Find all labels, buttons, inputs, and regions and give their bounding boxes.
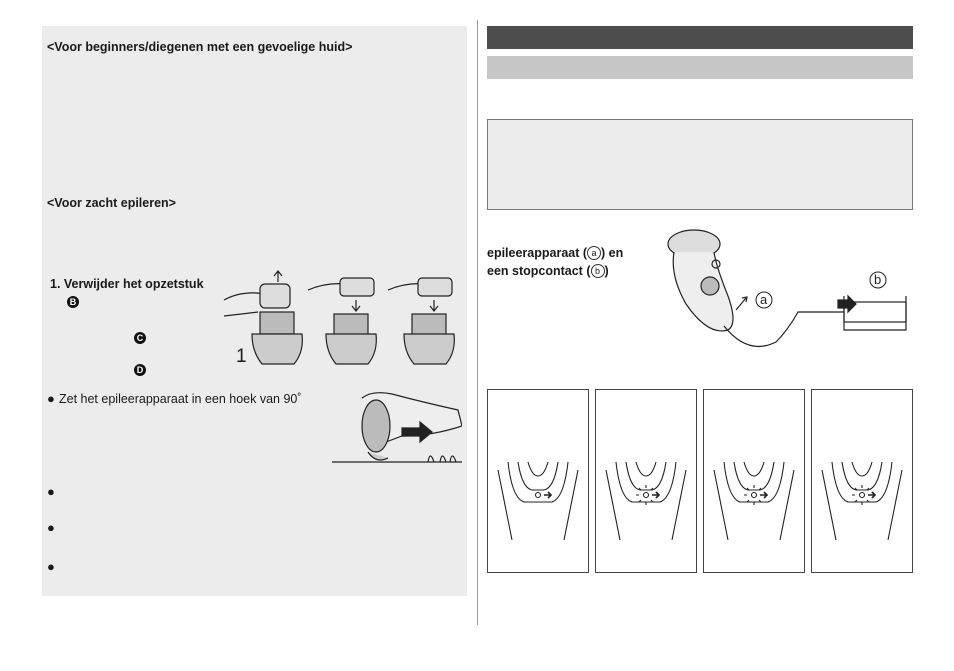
- charge-indicator-light-off: [488, 390, 588, 572]
- bullet-icon: ●: [47, 484, 55, 499]
- illustration-label-a: a: [760, 292, 768, 307]
- section-header-bar: [487, 26, 913, 49]
- bullet-icon: ●: [47, 520, 55, 535]
- marker-c-icon: C: [134, 332, 146, 344]
- charge-indicator-light-blinking: [704, 390, 804, 572]
- charge-indicator-light-blinking: [812, 390, 912, 572]
- remove-attachment-illustration: [222, 268, 466, 372]
- angle-90-illustration: [332, 386, 462, 470]
- figure-number: 1: [236, 346, 247, 367]
- heading-gentle-epilation: <Voor zacht epileren>: [47, 196, 176, 210]
- column-divider: [477, 20, 478, 625]
- connect-line-1-start: epileerapparaat (: [487, 246, 588, 260]
- connect-instruction: [487, 244, 623, 280]
- device-plug-illustration: [658, 226, 914, 356]
- charge-indicator-frame-3: [703, 389, 805, 573]
- charge-indicator-frame-2: [595, 389, 697, 573]
- charge-indicator-frame-1: [487, 389, 589, 573]
- connect-line-1-end: ) en: [601, 246, 624, 260]
- charge-indicator-frame-4: [811, 389, 913, 573]
- bullet-icon: ●: [47, 391, 55, 406]
- heading-beginners: <Voor beginners/diegenen met een gevoelige huid>: [47, 40, 353, 54]
- charge-indicator-light-blinking: [596, 390, 696, 572]
- marker-b-icon: B: [67, 296, 79, 308]
- illustration-label-b: b: [874, 272, 882, 287]
- subsection-header-bar: [487, 56, 913, 79]
- label-b-icon: b: [591, 264, 605, 278]
- angle-note: Zet het epileerapparaat in een hoek van 90˚: [59, 392, 302, 406]
- step-1-title: 1. Verwijder het opzetstuk: [50, 277, 204, 291]
- connect-line-2-start: een stopcontact (: [487, 264, 591, 278]
- connect-line-2-end: ): [604, 264, 609, 278]
- bullet-icon: ●: [47, 559, 55, 574]
- marker-d-icon: D: [134, 364, 146, 376]
- note-box: [487, 119, 913, 210]
- label-a-icon: a: [587, 246, 601, 260]
